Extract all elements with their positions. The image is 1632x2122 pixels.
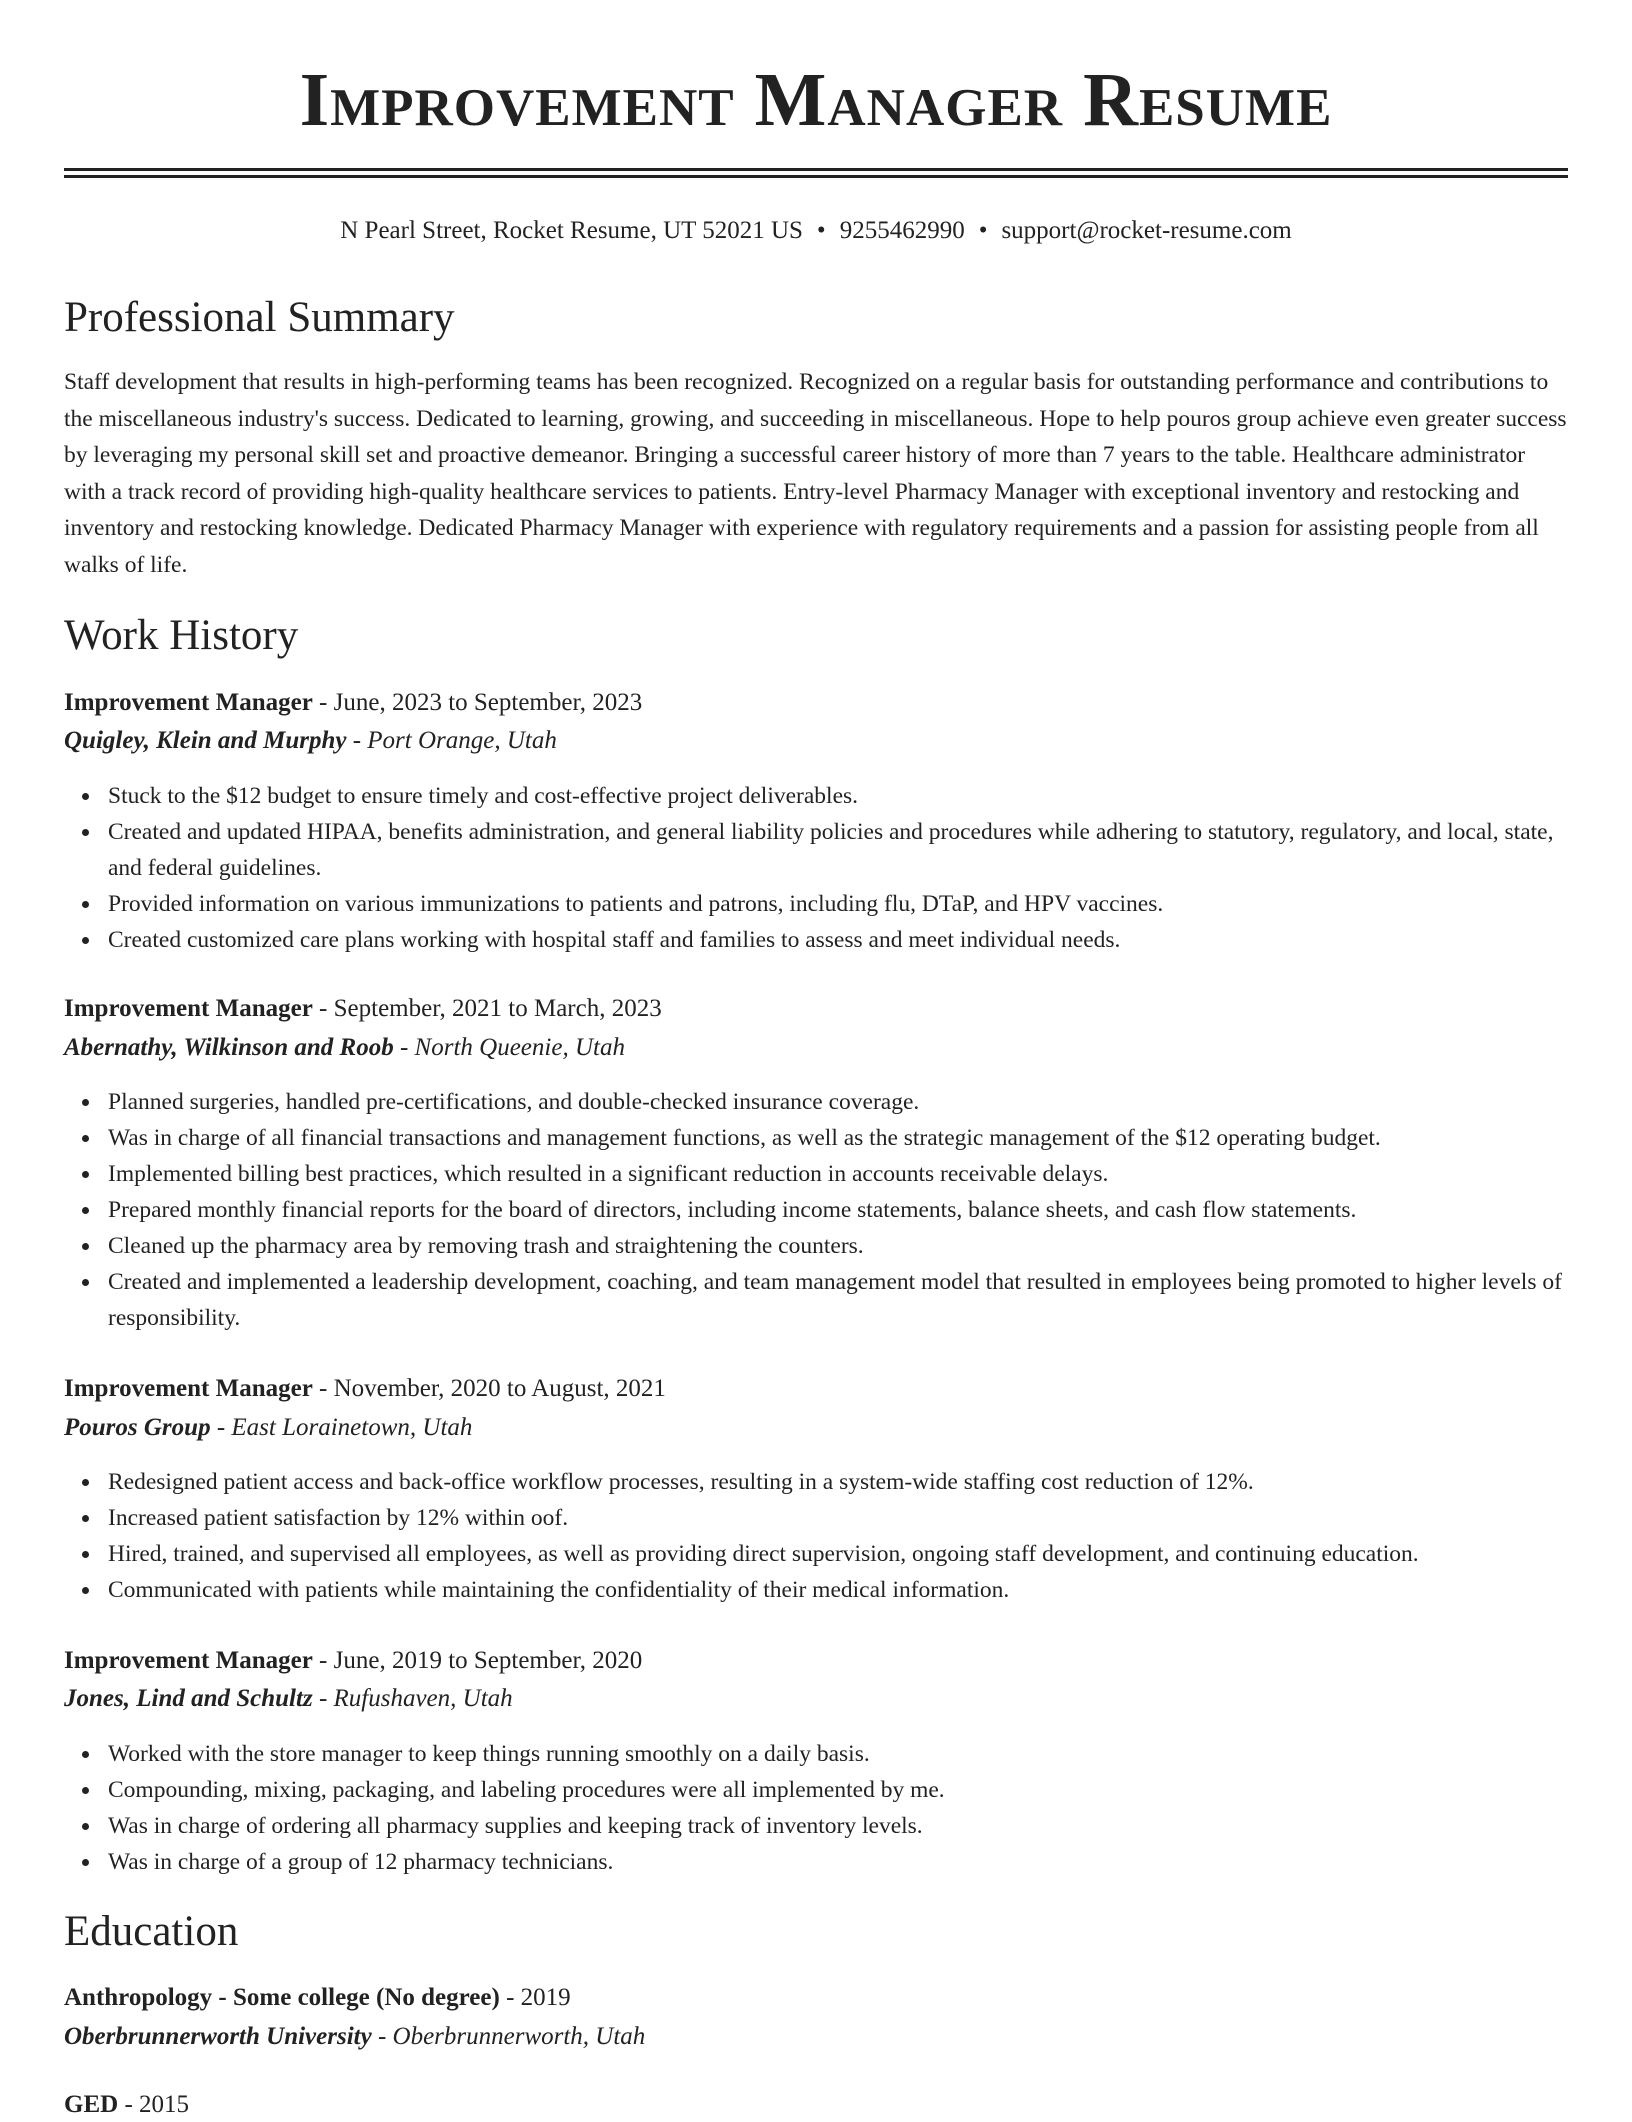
list-item: Planned surgeries, handled pre-certifications, and double-checked insurance coverage. bbox=[108, 1084, 1568, 1120]
contact-phone: 9255462990 bbox=[839, 217, 965, 244]
contact-separator: • bbox=[978, 217, 988, 244]
school-location: - Oberbrunnerworth, Utah bbox=[371, 2023, 646, 2050]
summary-text: Staff development that results in high-performing teams has been recognized. Recognized on a regular basis for outstanding performance and contributions to the miscellaneous industry's success. Dedicated to learning, growing, and succeeding in miscellaneous. Hope to help pouros group achieve even greater success by leveraging my personal skill set and proactive demeanor. Bringing a successful career history of more than 7 years to the table. Healthcare administrator with a track record of providing high-quality healthcare services to patients. Entry-level Pharmacy Manager with exceptional inventory and restocking and inventory and restocking knowledge. Dedicated Pharmacy Manager with experience with regulatory requirements and a passion for assisting people from all walks of life. bbox=[64, 369, 1567, 578]
job-dates: - November, 2020 to August, 2021 bbox=[312, 1375, 666, 1402]
title-rule-top bbox=[64, 168, 1568, 171]
job-heading bbox=[64, 1372, 666, 1406]
education-heading: Education bbox=[64, 1908, 239, 1955]
title-rule-bottom bbox=[64, 175, 1568, 178]
list-item: Was in charge of a group of 12 pharmacy technicians. bbox=[108, 1844, 1568, 1880]
resume-page bbox=[64, 0, 1568, 2118]
list-item: Cleaned up the pharmacy area by removing trash and straightening the counters. bbox=[108, 1228, 1568, 1264]
job-bullets bbox=[64, 1736, 1568, 1880]
job-employer bbox=[64, 1031, 625, 1065]
summary-heading: Professional Summary bbox=[64, 294, 455, 341]
contact-separator: • bbox=[816, 217, 826, 244]
job-title: Improvement Manager bbox=[64, 995, 313, 1022]
job-dates: - June, 2019 to September, 2020 bbox=[312, 1647, 643, 1674]
employer-location: - North Queenie, Utah bbox=[393, 1034, 625, 1061]
school-name: Oberbrunnerworth University bbox=[64, 2023, 372, 2050]
list-item: Compounding, mixing, packaging, and labeling procedures were all implemented by me. bbox=[108, 1772, 1568, 1808]
list-item: Was in charge of all financial transactions and management functions, as well as the strategic management of the $12 operating budget. bbox=[108, 1120, 1568, 1156]
job-dates: - June, 2023 to September, 2023 bbox=[312, 689, 643, 716]
employer-name: Pouros Group bbox=[64, 1414, 211, 1441]
list-item: Increased patient satisfaction by 12% within oof. bbox=[108, 1500, 1568, 1536]
job-heading bbox=[64, 992, 662, 1026]
work-history-heading: Work History bbox=[64, 612, 299, 659]
contact-email: support@rocket-resume.com bbox=[1001, 217, 1292, 244]
job-heading bbox=[64, 686, 642, 720]
list-item: Redesigned patient access and back-office workflow processes, resulting in a system-wide staffing cost reduction of 12%. bbox=[108, 1464, 1568, 1500]
contact-address: N Pearl Street, Rocket Resume, UT 52021 US bbox=[340, 217, 803, 244]
list-item: Hired, trained, and supervised all employees, as well as providing direct supervision, ongoing staff development, and continuing education. bbox=[108, 1536, 1568, 1572]
resume-title: Improvement Manager Resume bbox=[299, 58, 1333, 142]
list-item: Stuck to the $12 budget to ensure timely and cost-effective project deliverables. bbox=[108, 778, 1568, 814]
list-item: Prepared monthly financial reports for the board of directors, including income statements, balance sheets, and cash flow statements. bbox=[108, 1192, 1568, 1228]
list-item: Communicated with patients while maintaining the confidentiality of their medical information. bbox=[108, 1572, 1568, 1608]
employer-location: - East Lorainetown, Utah bbox=[210, 1414, 473, 1441]
employer-name: Abernathy, Wilkinson and Roob bbox=[64, 1034, 394, 1061]
job-heading bbox=[64, 1644, 642, 1678]
education-year: - 2019 bbox=[499, 1984, 571, 2011]
contact-line bbox=[64, 214, 1568, 248]
job-dates: - September, 2021 to March, 2023 bbox=[312, 995, 662, 1022]
job-bullets bbox=[64, 778, 1568, 958]
education-year: - 2015 bbox=[118, 2091, 190, 2118]
list-item: Implemented billing best practices, which resulted in a significant reduction in accounts receivable delays. bbox=[108, 1156, 1568, 1192]
job-title: Improvement Manager bbox=[64, 1375, 313, 1402]
list-item: Worked with the store manager to keep things running smoothly on a daily basis. bbox=[108, 1736, 1568, 1772]
list-item: Created customized care plans working with hospital staff and families to assess and meet individual needs. bbox=[108, 922, 1568, 958]
job-title: Improvement Manager bbox=[64, 1647, 313, 1674]
employer-name: Quigley, Klein and Murphy bbox=[64, 727, 347, 754]
education-entry bbox=[64, 1981, 571, 2015]
job-employer bbox=[64, 1411, 472, 1445]
job-employer bbox=[64, 724, 557, 758]
job-employer bbox=[64, 1682, 513, 1716]
degree: Anthropology - Some college (No degree) bbox=[64, 1984, 500, 2011]
list-item: Was in charge of ordering all pharmacy supplies and keeping track of inventory levels. bbox=[108, 1808, 1568, 1844]
employer-location: - Port Orange, Utah bbox=[346, 727, 557, 754]
list-item: Provided information on various immunizations to patients and patrons, including flu, DTaP, and HPV vaccines. bbox=[108, 886, 1568, 922]
list-item: Created and updated HIPAA, benefits administration, and general liability policies and procedures while adhering to statutory, regulatory, and local, state, and federal guidelines. bbox=[108, 814, 1568, 886]
job-bullets bbox=[64, 1464, 1568, 1608]
job-title: Improvement Manager bbox=[64, 689, 313, 716]
list-item: Created and implemented a leadership development, coaching, and team management model that resulted in employees being promoted to higher levels of responsibility. bbox=[108, 1264, 1568, 1336]
employer-name: Jones, Lind and Schultz bbox=[64, 1685, 313, 1712]
education-school bbox=[64, 2020, 645, 2054]
employer-location: - Rufushaven, Utah bbox=[312, 1685, 513, 1712]
degree: GED bbox=[64, 2091, 119, 2118]
job-bullets bbox=[64, 1084, 1568, 1336]
education-entry bbox=[64, 2088, 189, 2122]
